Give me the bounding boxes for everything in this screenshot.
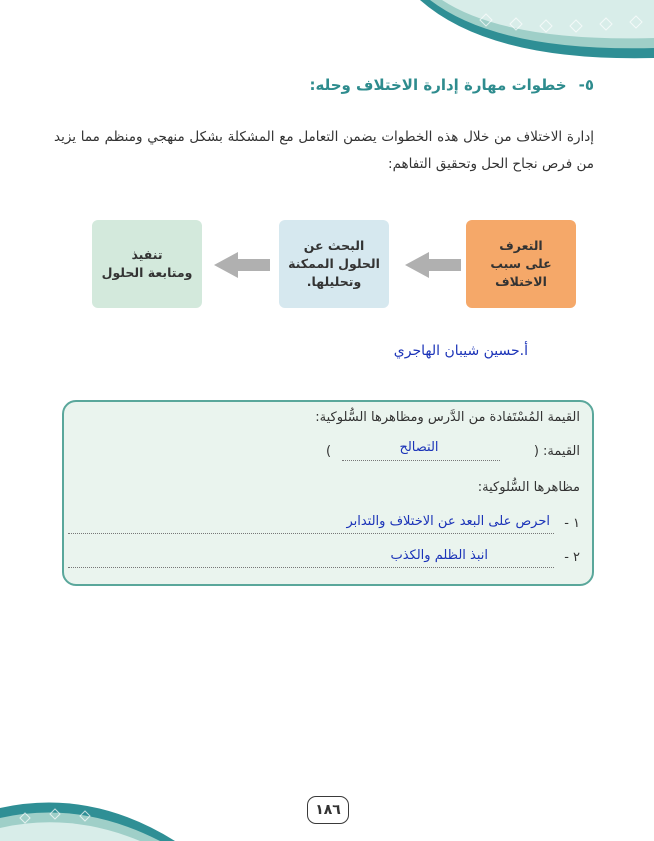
aspect-1-number: ١ - [564,516,580,531]
step-2-line-3: وتحليلها. [306,274,362,289]
step-3-line-1: تنفيذ [131,247,163,262]
aspect-2-line [68,567,554,568]
step-3-line-2: ومتابعة الحلول [101,265,193,280]
value-box-title: القيمة المُسْتَفادة من الدَّرس ومظاهرها السُّلوكية: [315,410,580,425]
aspect-2-answer: انبذ الظلم والكذب [390,548,488,563]
step-1-line-1: التعرف [499,238,543,253]
lesson-value-box [62,400,594,586]
aspects-label: مظاهرها السُّلوكية: [477,480,580,495]
step-2-line-2: الحلول الممكنة [288,256,380,271]
corner-ornament-top [420,0,654,62]
arrow-left-icon [405,252,461,278]
value-answer-line [342,460,500,461]
step-2-line-1: البحث عن [303,238,365,253]
section-number: ٥- [578,76,594,94]
step-find-solutions [279,220,389,308]
section-heading [309,76,594,94]
step-1-line-3: الاختلاف [495,274,547,289]
step-implement-solutions [92,220,202,308]
arrow-left-icon [214,252,270,278]
step-identify-cause [466,220,576,308]
value-close-paren: ) [326,444,332,459]
section-title: خطوات مهارة إدارة الاختلاف وحله: [309,76,567,94]
aspect-1-answer: احرص على البعد عن الاختلاف والتدابر [346,514,550,529]
value-label: القيمة: ( [533,444,580,459]
step-1-line-2: على سبب [490,256,552,271]
aspect-1-line [68,533,554,534]
intro-paragraph: إدارة الاختلاف من خلال هذه الخطوات يضمن التعامل مع المشكلة بشكل منهجي ومنظم مما يزيد من فرص نجاح الحل وتحقيق التفاهم: [54,129,594,172]
aspect-2-number: ٢ - [564,550,580,565]
page-number: ١٨٦ [307,796,349,824]
author-name: أ.حسين شيبان الهاجري [393,343,528,359]
corner-ornament-bottom [0,778,175,841]
value-answer: التصالح [399,440,439,455]
